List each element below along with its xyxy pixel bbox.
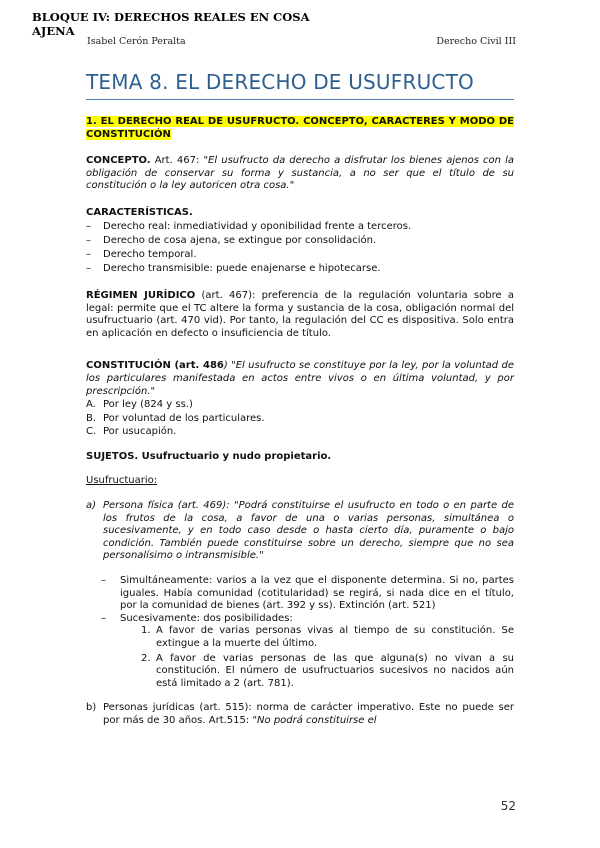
block-header: BLOQUE IV: DERECHOS REALES EN COSA AJENA: [32, 10, 310, 38]
usufructuario-label: Usufructuario:: [86, 475, 158, 487]
highlighted-heading: 1. EL DERECHO REAL DE USUFRUCTO. CONCEPTO, CARACTERES Y MODO DE CONSTITUCIÓN: [86, 116, 514, 140]
dash-marker: –: [86, 221, 91, 233]
personas-juridicas-item: b) Personas jurídicas (art. 515): norma de carácter imperativo. Este no puede ser por más de 30 años. Art.515: "No podrá constituirse el: [86, 702, 514, 726]
caracteristicas-list: [86, 221, 514, 276]
persona-fisica-intro: Persona física (art. 469):: [103, 500, 235, 512]
dash-marker: –: [101, 575, 106, 587]
title-underline: [86, 99, 514, 100]
dash-marker: –: [101, 612, 106, 624]
concepto-label: CONCEPTO.: [86, 155, 151, 167]
sujetos-heading: SUJETOS. Usufructuario y nudo propietario.: [86, 450, 332, 462]
personas-juridicas-intro: Personas jurídicas (art. 515): norma de carácter imperativo. Este no puede ser por más de 30 años. Art.515:: [103, 702, 514, 726]
list-item: – Derecho transmisible: puede enajenarse e hipotecarse.: [86, 263, 381, 275]
dash-marker: –: [86, 235, 91, 247]
posibilidad-item: 2. A favor de varias personas de las que alguna(s) no vivan a su constitución. El número de usufructuarios sucesivos no nacidos aún está limitado a 2 (art. 781).: [141, 652, 514, 689]
subject-name: Derecho Civil III: [436, 36, 516, 47]
sucesivamente-item: – Sucesivamente: dos posibilidades:: [101, 612, 293, 624]
persona-fisica-item: a) Persona física (art. 469): "Podrá constituirse el usufructo en todo o en parte de los frutos de la cosa, a favor de una o varias personas, simultánea o sucesivamente, y en todo caso desde o hasta cierto día, puramente o bajo condición. También puede constituirse sobre un derecho, siempre que no sea personalísimo o intransmisible.": [86, 500, 514, 562]
constitucion-label: CONSTITUCIÓN (art. 486: [86, 360, 224, 372]
page-title: TEMA 8. EL DERECHO DE USUFRUCTO: [86, 70, 474, 94]
constitucion-list: [86, 399, 514, 439]
list-item: – Derecho de cosa ajena, se extingue por consolidación.: [86, 235, 377, 247]
constitucion-paragraph: [86, 360, 514, 398]
posibilidad-item: 1. A favor de varias personas vivas al tiempo de su constitución. Se extingue a la muerte del último.: [141, 625, 514, 649]
list-item: B. Por voluntad de los particulares.: [86, 412, 265, 424]
concepto-paragraph: [86, 155, 514, 193]
caracteristicas-label: CARACTERÍSTICAS.: [86, 206, 193, 218]
list-item: A. Por ley (824 y ss.): [86, 399, 193, 411]
concepto-quote: "El usufructo da derecho a disfrutar los bienes ajenos con la obligación de conservar su forma y sustancia, a no ser que el título de su constitución o la ley autoricen otra cosa.": [86, 155, 515, 192]
persona-fisica-quote: "Podrá constituirse el usufructo en todo o en parte de los frutos de la cosa, a favor de una o varias personas, simultánea o sucesivamente, y en todo caso desde o hasta cierto día, puramente o bajo condición. También puede constituirse sobre un derecho, siempre que no sea personalísimo o intransmisible.": [103, 500, 514, 562]
list-item: – Derecho real: inmediatividad y oponibilidad frente a terceros.: [86, 221, 412, 233]
author-name: Isabel Cerón Peralta: [87, 36, 186, 47]
page-number: 52: [500, 799, 516, 813]
simultaneamente-item: – Simultáneamente: varios a la vez que el disponente determina. Si no, partes iguales. Había comunidad (cotitularidad) se regirá, si nada dice en el título, por la comunidad de bienes (art. 392 y ss). Extinción (art. 521): [101, 575, 514, 612]
dash-marker: –: [86, 249, 91, 261]
constitucion-quote: ) "El usufructo se constituye por la ley, por la voluntad de los particulares manifestada en actos entre vivos o en última voluntad, y por prescripción.": [86, 360, 514, 397]
list-item: C. Por usucapión.: [86, 426, 177, 438]
regimen-text: (art. 467): preferencia de la regulación voluntaria sobre a legal: permite que el TC altere la forma y sustancia de la cosa, obligación normal del usufructuario (art. 470 vid). Por tanto, la regulación del CC es dispositiva. Solo entra en aplicación en defecto o insuficiencia de título.: [86, 289, 514, 339]
regimen-paragraph: [86, 290, 514, 340]
document-body: [86, 116, 514, 728]
personas-juridicas-quote: "No podrá constituirse el: [252, 714, 377, 726]
list-item: – Derecho temporal.: [86, 249, 197, 261]
regimen-label: RÉGIMEN JURÍDICO: [86, 289, 196, 301]
section-heading: [86, 116, 514, 141]
dash-marker: –: [86, 263, 91, 275]
concepto-ref: Art. 467:: [150, 155, 204, 167]
